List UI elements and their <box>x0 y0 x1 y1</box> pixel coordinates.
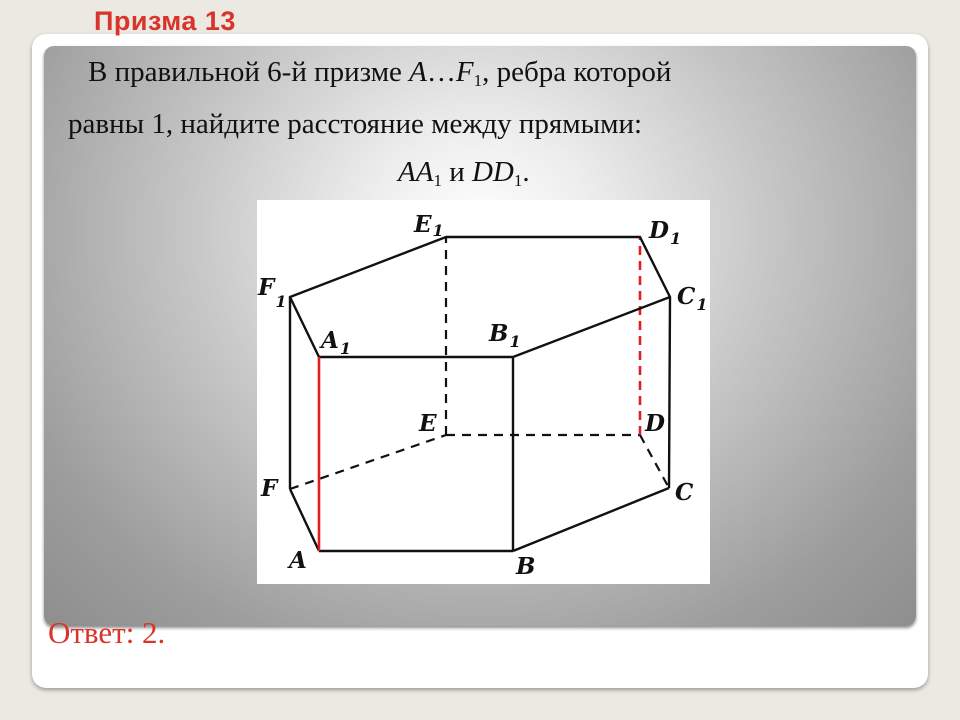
edge-c-c1 <box>669 297 670 488</box>
label-b1: $B_1$ <box>489 320 521 351</box>
problem-text-1: В правильной 6-й призме <box>88 56 410 88</box>
prism-figure <box>257 200 710 584</box>
label-d1: $D_1$ <box>649 217 682 248</box>
conjunction: и <box>441 156 472 188</box>
problem-line-1 <box>88 58 671 89</box>
period: . <box>522 156 530 188</box>
label-c1: $C_1$ <box>677 283 708 314</box>
label-f1: $F_1$ <box>258 274 287 311</box>
edge-d-c <box>640 435 669 488</box>
line-dd1-subscript: 1 <box>513 171 523 190</box>
slide-title: Призма 13 <box>94 6 236 36</box>
label-c: C <box>675 479 694 506</box>
prism-diagram <box>257 200 710 584</box>
problem-line-3 <box>398 158 530 189</box>
line-dd1: DD <box>471 156 514 188</box>
problem-line-2 <box>68 110 642 139</box>
label-a: A <box>289 547 307 574</box>
problem-text-2: , ребра которой <box>482 56 672 88</box>
answer-text: Ответ: 2. <box>48 615 166 650</box>
edge-f-a <box>290 489 319 551</box>
label-f: F <box>261 475 278 502</box>
label-e: E <box>419 410 437 437</box>
prism-start-vertex: A <box>409 56 427 88</box>
ellipsis: … <box>426 56 456 88</box>
label-d: D <box>645 410 665 437</box>
label-e1: E1 <box>414 211 444 240</box>
edge-f-e <box>290 435 446 489</box>
edge-b-c <box>513 488 669 551</box>
label-a1: $A_1$ <box>321 327 351 358</box>
problem-text-3: равны 1, найдите расстояние между прямыми: <box>68 108 643 140</box>
line-aa1-subscript: 1 <box>433 171 442 190</box>
prism-end-subscript: 1 <box>473 71 483 90</box>
line-aa1: AA <box>398 156 434 188</box>
prism-end-vertex: F <box>455 56 474 88</box>
label-b: B <box>516 553 536 580</box>
